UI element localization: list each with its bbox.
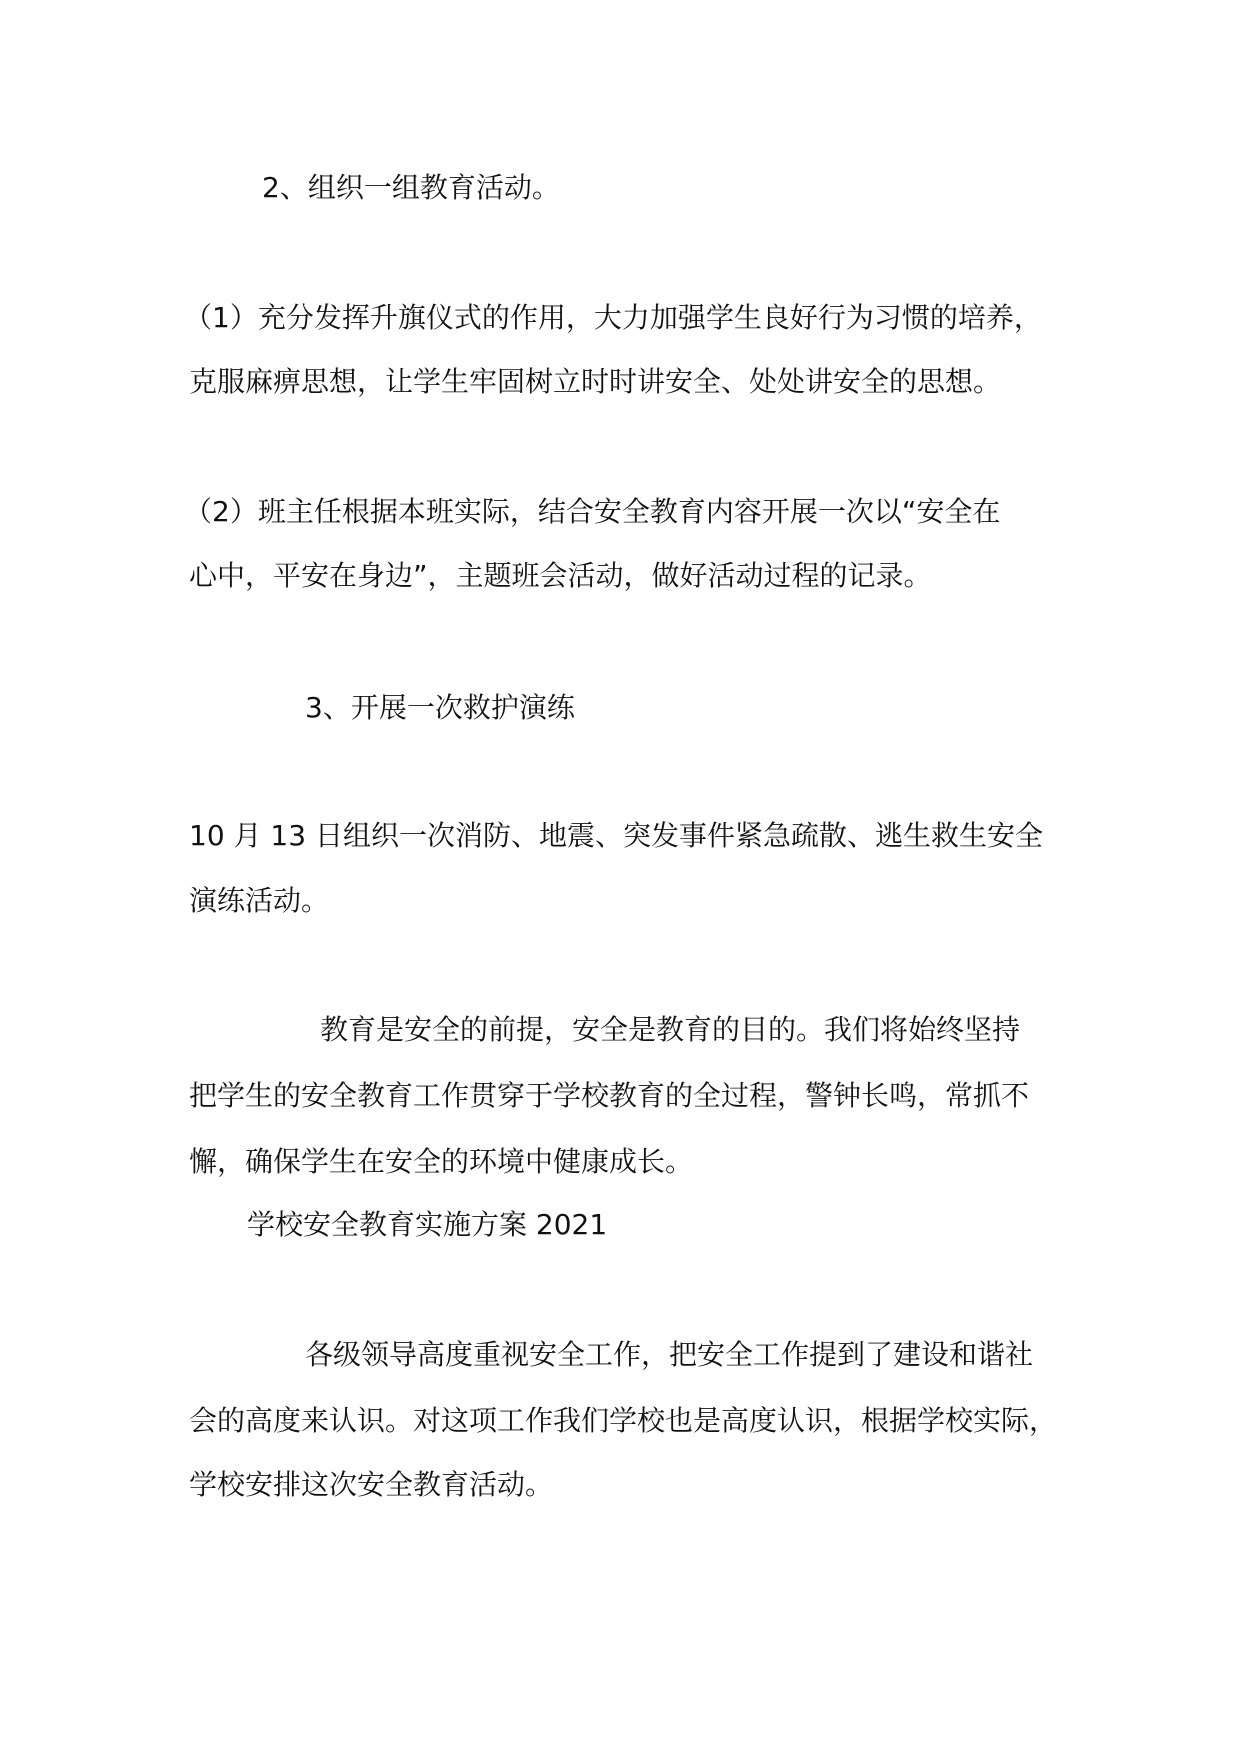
conclusion-line-2: 把学生的安全教育工作贯穿于学校教育的全过程，警钟长鸣，常抓不 (189, 1079, 1030, 1112)
item-1-line-1: （1）充分发挥升旗仪式的作用，大力加强学生良好行为习惯的培养， (184, 301, 1042, 334)
conclusion-line-3: 懈，确保学生在安全的环境中健康成长。 (189, 1145, 694, 1178)
conclusion-line-1: 教育是安全的前提，安全是教育的目的。我们将始终坚持 (320, 1013, 1021, 1046)
item-1-line-2: 克服麻痹思想，让学生牢固树立时时讲安全、处处讲安全的思想。 (189, 365, 1002, 398)
intro-line-1: 各级领导高度重视安全工作，把安全工作提到了建设和谐社 (305, 1338, 1034, 1371)
intro-line-2: 会的高度来认识。对这项工作我们学校也是高度认识，根据学校实际， (189, 1404, 1058, 1437)
section-2-heading: 2、组织一组教育活动。 (262, 171, 560, 204)
item-2-line-2: 心中，平安在身边”，主题班会活动，做好活动过程的记录。 (189, 559, 932, 592)
second-document-title: 学校安全教育实施方案 2021 (247, 1208, 608, 1241)
item-2-line-1: （2）班主任根据本班实际，结合安全教育内容开展一次以“安全在 (184, 495, 1001, 528)
drill-paragraph-line-2: 演练活动。 (189, 884, 330, 917)
intro-line-3: 学校安排这次安全教育活动。 (189, 1468, 554, 1501)
section-3-heading: 3、开展一次救护演练 (305, 691, 575, 724)
drill-paragraph-line-1: 10 月 13 日组织一次消防、地震、突发事件紧急疏散、逃生救生安全 (189, 819, 1043, 852)
